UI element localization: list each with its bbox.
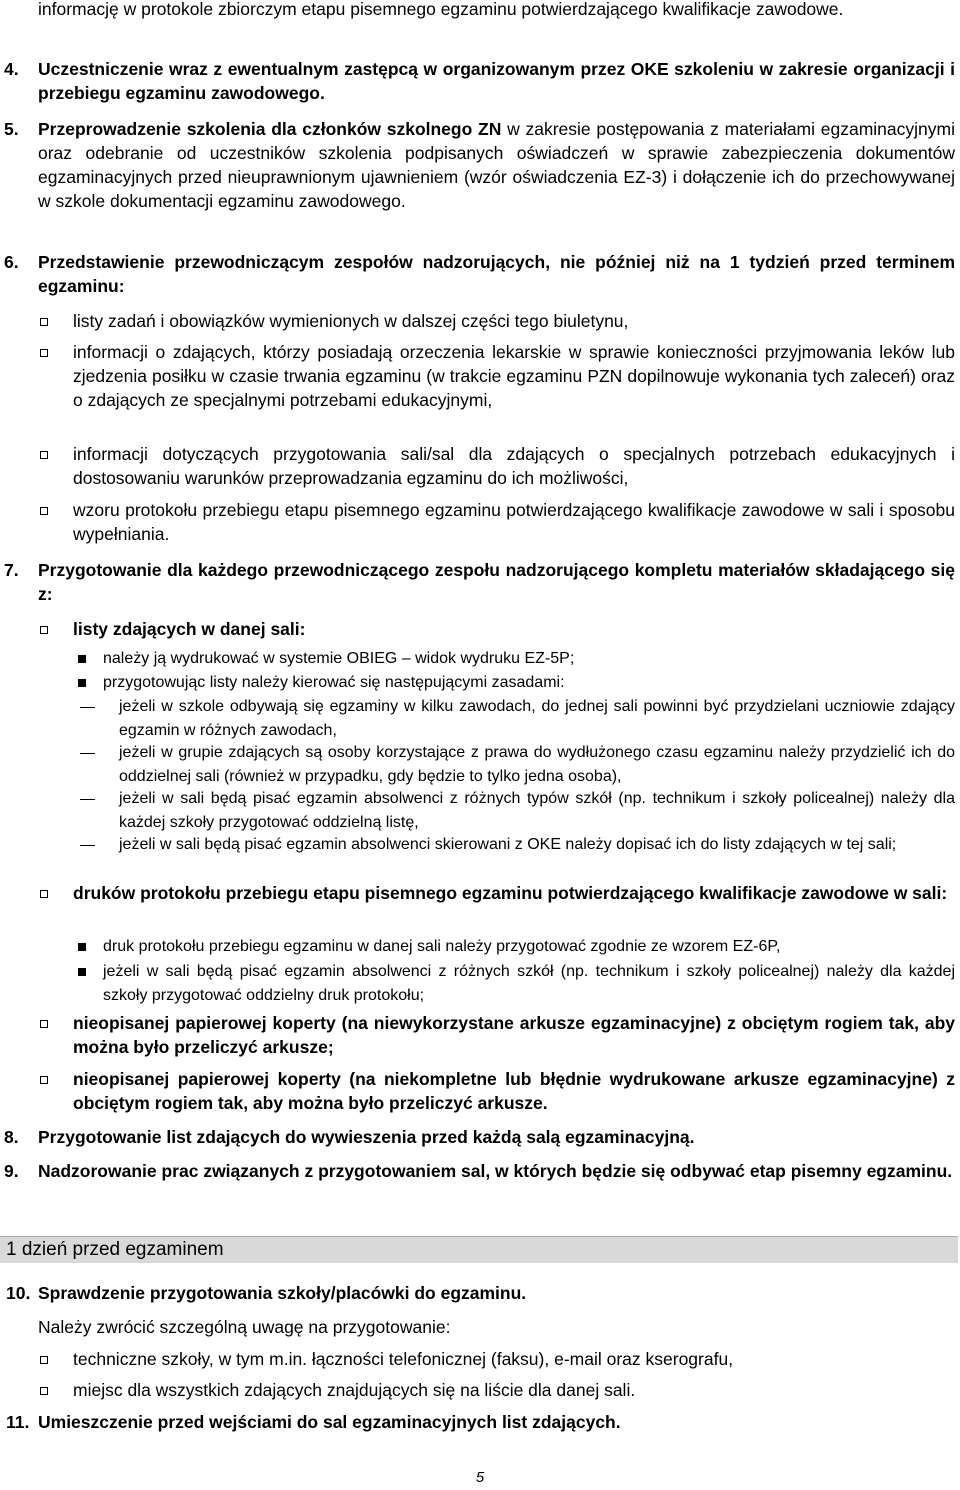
square-bullet-icon bbox=[78, 679, 86, 687]
square-bullet-icon bbox=[78, 943, 86, 951]
checkbox-bullet-icon bbox=[40, 1020, 48, 1028]
page-number: 5 bbox=[475, 1469, 485, 1486]
checkbox-bullet-icon bbox=[40, 318, 48, 326]
checkbox-bullet-icon bbox=[40, 1076, 48, 1084]
item-text: Przygotowanie list zdających do wywieszenia przed każdą salą egzaminacyjną. bbox=[38, 1127, 695, 1147]
list-item-5 bbox=[0, 117, 960, 213]
list-item-7 bbox=[0, 558, 960, 606]
item-bold-text: Przeprowadzenie szkolenia dla członków szkolnego ZN bbox=[38, 119, 502, 139]
checkbox-bullet: listy zdających w danej sali: bbox=[0, 617, 960, 641]
item-number: 6. bbox=[4, 252, 19, 272]
square-bullet-icon bbox=[78, 655, 86, 663]
checkbox-bullet-icon bbox=[40, 626, 48, 634]
item-text: Przygotowanie dla każdego przewodniczącego zespołu nadzorującego kompletu materiałów składającego się z: bbox=[38, 560, 955, 604]
item-number: 11. bbox=[6, 1412, 30, 1432]
item-text: Przedstawienie przewodniczącym zespołów nadzorujących, nie później niż na 1 tydzień przed terminem egzaminu: bbox=[38, 252, 955, 296]
item-number: 5. bbox=[4, 119, 19, 139]
checkbox-bullet: techniczne szkoły, w tym m.in. łączności telefonicznej (faksu), e-mail oraz kserografu, bbox=[0, 1347, 960, 1371]
checkbox-bullet: nieopisanej papierowej koperty (na niekompletne lub błędnie wydrukowane arkusze egzaminacyjne) z obciętym rogiem tak, aby można było przeliczyć arkusze. bbox=[0, 1067, 960, 1115]
dash-bullet: jeżeli w sali będą pisać egzamin absolwenci z różnych typów szkół (np. technikum i szkoły policealnej) należy dla każdej szkoły przygotować oddzielną listę, bbox=[0, 787, 960, 835]
dash-bullet-icon bbox=[80, 799, 95, 800]
checkbox-bullet-icon bbox=[40, 507, 48, 515]
square-bullet: jeżeli w sali będą pisać egzamin absolwenci z różnych szkół (np. technikum i szkoły policealnej) należy dla każdej szkoły przygotować oddzielny druk protokołu; bbox=[0, 960, 960, 1008]
dash-bullet: jeżeli w grupie zdających są osoby korzystające z prawa do wydłużonego czasu egzaminu należy przydzielić ich do oddzielnej sali (również w przypadku, gdy będzie to tylko jedna osoba), bbox=[0, 741, 960, 789]
square-bullet: przygotowując listy należy kierować się następującymi zasadami: bbox=[0, 671, 960, 695]
checkbox-bullet-icon bbox=[40, 1356, 48, 1364]
checkbox-bullet-icon bbox=[40, 890, 48, 898]
square-bullet: druk protokołu przebiegu egzaminu w danej sali należy przygotować zgodnie ze wzorem EZ-6P, bbox=[0, 935, 960, 959]
item-number: 10. bbox=[6, 1283, 31, 1303]
checkbox-bullet: druków protokołu przebiegu etapu pisemnego egzaminu potwierdzającego kwalifikacje zawodowe w sali: bbox=[0, 881, 960, 905]
checkbox-bullet-icon bbox=[40, 349, 48, 357]
item-text: Uczestniczenie wraz z ewentualnym zastępcą w organizowanym przez OKE szkoleniu w zakresie organizacji i przebiegu egzaminu zawodowego. bbox=[38, 59, 955, 103]
dash-bullet-icon bbox=[80, 707, 95, 708]
dash-bullet-icon bbox=[80, 753, 95, 754]
checkbox-bullet: wzoru protokołu przebiegu etapu pisemnego egzaminu potwierdzającego kwalifikacje zawodowe w sali i sposobu wypełniania. bbox=[0, 498, 960, 546]
section-header bbox=[0, 1236, 958, 1263]
list-item-6 bbox=[0, 250, 960, 298]
item-text: Umieszczenie przed wejściami do sal egzaminacyjnych list zdających. bbox=[38, 1412, 621, 1432]
square-bullet-icon bbox=[78, 968, 86, 976]
item-text: Sprawdzenie przygotowania szkoły/placówki do egzaminu. bbox=[38, 1283, 527, 1303]
list-item-8 bbox=[0, 1125, 960, 1149]
item-number: 9. bbox=[4, 1161, 19, 1181]
item-text: Nadzorowanie prac związanych z przygotowaniem sal, w których będzie się odbywać etap pisemny egzaminu. bbox=[38, 1161, 953, 1181]
list-item-9 bbox=[0, 1159, 960, 1183]
item-text bbox=[38, 117, 955, 213]
item-number: 8. bbox=[4, 1127, 19, 1147]
checkbox-bullet: nieopisanej papierowej koperty (na niewykorzystane arkusze egzaminacyjne) z obciętym rogiem tak, aby można było przeliczyć arkusze; bbox=[0, 1011, 960, 1059]
item-number: 4. bbox=[4, 59, 19, 79]
checkbox-bullet: informacji dotyczących przygotowania sali/sal dla zdających o specjalnych potrzebach edukacyjnych i dostosowaniu warunków przeprowadzania egzaminu do ich możliwości, bbox=[0, 442, 960, 490]
section-header-text: 1 dzień przed egzaminem bbox=[6, 1239, 224, 1260]
list-item-10 bbox=[0, 1281, 960, 1305]
list-item-4 bbox=[0, 57, 960, 105]
checkbox-bullet: listy zadań i obowiązków wymienionych w dalszej części tego biuletynu, bbox=[0, 309, 960, 333]
dash-bullet-icon bbox=[80, 845, 95, 846]
checkbox-bullet-icon bbox=[40, 1387, 48, 1395]
list-item-11 bbox=[0, 1410, 960, 1434]
checkbox-bullet: informacji o zdających, którzy posiadają orzeczenia lekarskie w sprawie konieczności przyjmowania leków lub zjedzenia posiłku w czasie trwania egzaminu (w trakcie egzaminu PZN dopilnowuje wykonania tych zaleceń) oraz o zdających ze specjalnymi potrzebami edukacyjnymi, bbox=[0, 340, 960, 412]
square-bullet: należy ją wydrukować w systemie OBIEG – widok wydruku EZ-5P; bbox=[0, 647, 960, 671]
item-intro: Należy zwrócić szczególną uwagę na przygotowanie: bbox=[38, 1317, 451, 1337]
checkbox-bullet-icon bbox=[40, 451, 48, 459]
continuation-paragraph: informację w protokole zbiorczym etapu pisemnego egzaminu potwierdzającego kwalifikacje zawodowe. bbox=[38, 0, 844, 19]
dash-bullet: jeżeli w szkole odbywają się egzaminy w kilku zawodach, do jednej sali powinni być przydzielani uczniowie zdający egzamin w różnych zawodach, bbox=[0, 695, 960, 743]
item-number: 7. bbox=[4, 560, 19, 580]
dash-bullet: jeżeli w sali będą pisać egzamin absolwenci skierowani z OKE należy dopisać ich do listy zdających w tej sali; bbox=[0, 833, 960, 857]
checkbox-bullet: miejsc dla wszystkich zdających znajdujących się na liście dla danej sali. bbox=[0, 1378, 960, 1402]
item-regular-text: w zakresie postępowania z materiałami egzaminacyjnymi oraz odebranie od uczestników szkolenia podpisanych oświadczeń w sprawie zabezpieczenia dokumentów egzaminacyjnych przed nieuprawnionym ujawnieniem (wzór oświadczenia EZ-3) i dołączenie ich do przechowywanej w szkole dokumentacji egzaminu zawodowego. bbox=[38, 119, 955, 211]
